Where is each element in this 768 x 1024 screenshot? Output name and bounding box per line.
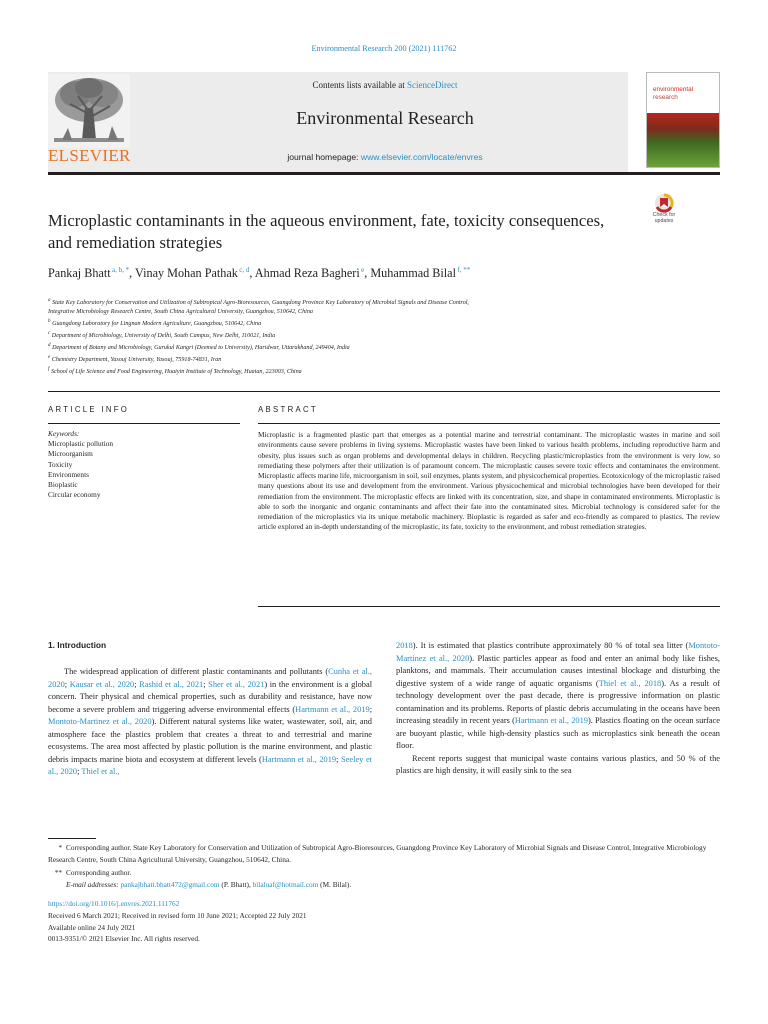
body-text: ; bbox=[369, 704, 373, 714]
elsevier-tree-logo[interactable] bbox=[48, 74, 130, 166]
contents-available-line bbox=[130, 80, 640, 90]
check-for-updates-label bbox=[644, 212, 684, 224]
keyword-list bbox=[48, 439, 238, 500]
author-separator: , bbox=[249, 266, 255, 281]
keyword-item: Toxicity bbox=[48, 459, 73, 469]
citation-link[interactable]: Rashid et al., 2021 bbox=[139, 679, 204, 689]
body-text: ). As a result of technology development over the past decade, there is progressive information on plastic contamination and its problems. Reports of plastic debris accumulating in the oceans have been increasing steadily in recent years ( bbox=[396, 678, 721, 725]
affiliation-mark: b bbox=[48, 317, 51, 324]
email-label: E-mail addresses: bbox=[66, 880, 119, 890]
cover-title-area bbox=[647, 73, 719, 113]
body-text: ; bbox=[336, 754, 342, 764]
email-link-bilal[interactable]: bilaluaf@hotmail.com bbox=[252, 880, 319, 890]
author-affiliation-marks[interactable]: a, b, * bbox=[110, 266, 130, 274]
citation-link[interactable]: Cunha et al., 2020 bbox=[48, 667, 372, 689]
body-text: ) in the environment is a global concern. Their physical and chemical properties, such as durability and resistance, have now become a severe problem and triggering adverse environmental effects ( bbox=[48, 679, 373, 714]
affiliation-text: Integrative Microbiology Research Centre, South China Agricultural University, Guangzhou, 510642, China bbox=[48, 308, 313, 315]
affiliation-line bbox=[48, 296, 720, 308]
body-text: ; bbox=[77, 767, 82, 776]
affiliation-mark: c bbox=[48, 329, 51, 336]
citation-link[interactable]: Sher et al., 2021 bbox=[208, 679, 265, 689]
received-dates: Received 6 March 2021; Received in revised form 10 June 2021; Accepted 22 July 2021 bbox=[48, 910, 307, 920]
author-affiliation-marks[interactable]: c, d bbox=[237, 266, 250, 274]
footnote-mark-2: ** bbox=[54, 867, 62, 877]
publication-info bbox=[48, 898, 720, 945]
journal-cover-thumbnail[interactable] bbox=[646, 72, 720, 168]
citation-link[interactable]: Seeley et al., 2020 bbox=[48, 754, 373, 776]
body-text: The widespread application of different plastic contaminants and pollutants ( bbox=[64, 667, 329, 676]
footnote-corresponding-2-text: Corresponding author. bbox=[66, 867, 132, 877]
author-separator: , bbox=[129, 266, 136, 281]
affiliation-mark: e bbox=[48, 353, 51, 360]
citation-link[interactable]: Hartmann et al., 2019 bbox=[514, 716, 588, 725]
body-text: ; bbox=[64, 679, 70, 689]
footnote-divider bbox=[48, 838, 96, 839]
citation-link[interactable]: 2018 bbox=[396, 641, 413, 650]
footnote-corresponding-1-text: Corresponding author. State Key Laboratory for Conservation and Utilization of Subtropical Agro-Bioresources, Guangdong Province Key Laboratory of Microbial Signals and Disease Control, Integrative Microbiology Research Centre, South China Agricultural University, Guangzhou, 510642, China. bbox=[48, 843, 707, 865]
citation-link[interactable]: Hartmann et al., 2019 bbox=[295, 704, 370, 714]
contents-prefix: Contents lists available at bbox=[312, 80, 407, 90]
body-text: ; bbox=[203, 679, 209, 689]
citation-link[interactable]: Thiel et al., 2018 bbox=[598, 678, 662, 688]
abstract-divider bbox=[258, 423, 720, 424]
footnote-corresponding-2 bbox=[48, 867, 720, 879]
footnote-corresponding-1 bbox=[48, 842, 720, 867]
footnote-mark-1: * bbox=[58, 843, 62, 852]
author-separator: , bbox=[364, 266, 371, 281]
affiliation-line bbox=[48, 308, 720, 317]
article-info-heading: ARTICLE INFO bbox=[48, 405, 130, 414]
author-name[interactable]: Vinay Mohan Pathak bbox=[135, 266, 238, 281]
affiliation-line bbox=[48, 341, 720, 353]
body-text: ). Different natural systems like water, wastewater, soil, air, and atmosphere face the plastics problem that creates a threat to and terrestrial and marine ecosystems. The area most affected by plastic pollution is the marine environment, and plastic debris impacts marine biota and ecosystem at different levels ( bbox=[48, 717, 372, 764]
body-column-right bbox=[396, 640, 720, 778]
footnotes bbox=[48, 842, 720, 892]
homepage-prefix: journal homepage: bbox=[287, 152, 361, 162]
keyword-item: Bioplastic bbox=[48, 480, 78, 490]
body-column-left bbox=[48, 666, 372, 779]
check-label-line2: updates bbox=[654, 218, 674, 224]
cover-title-line2: research bbox=[653, 94, 678, 101]
journal-citation-header[interactable]: Environmental Research 200 (2021) 111762 bbox=[311, 44, 457, 53]
abstract-text: Microplastic is a fragmented plastic part that emerges as a potential marine and terrestrial contaminant. The microplastic wastes in marine and soil environments cause severe problems in living systems. Microplastic wastes have been linked to various health problems, including reproductive harm and obesity, plus issues such as organ problems and developmental delays in children. Recycling plastic/microplastics from the environment is very low, so remediating these polymers after their utilization is of paramount concern. The microplastic causes severe toxic effects and contaminates the environment. Microplastic affects marine life, microorganism in soil, soil enzymes, plants system, and physicochemical properties. Ecotoxicology of the microplastic raised many questions about its use and development from the environment. Various physicochemical and microbial technologies have been developed for their remediation from the environment. The microplastic effects are linked with its concentration, size, and shape in contaminated environments. Microplastic is able to sorb the inorganic and organic contaminants and affect their fate into the contaminated sites. Microbial technology is considered safer for the remediation of the microplastics via its unique metabolic machinery. Bioplastic is regarded as safer and eco-friendly as compared to plastics. The review article explored an in-depth understanding of the microplastic, its fate, toxicity to the environment, and robust remediation strategies. bbox=[258, 430, 720, 532]
elsevier-wordmark: ELSEVIER bbox=[48, 146, 131, 165]
elsevier-tree-icon bbox=[48, 74, 130, 148]
author-list bbox=[48, 266, 720, 281]
affiliation-text: School of Life Science and Food Engineering, Huaiyin Institute of Technology, Huaian, 223003, China bbox=[49, 368, 302, 375]
citation-link[interactable]: Thiel et al., bbox=[81, 767, 120, 776]
keywords-block bbox=[48, 429, 238, 500]
intro-paragraph-1-continued bbox=[396, 640, 720, 753]
citation-link[interactable]: Montoto-Martinez et al., 2020 bbox=[48, 717, 152, 726]
check-for-updates-icon bbox=[648, 193, 680, 213]
intro-paragraph-2: Recent reports suggest that municipal waste contains various plastics, and 50 % of the plastics are high density, it will easily sink to the sea bbox=[396, 753, 720, 775]
affiliation-mark: f bbox=[48, 365, 50, 372]
affiliation-line bbox=[48, 317, 720, 329]
affiliation-text: State Key Laboratory for Conservation and Utilization of Subtropical Agro-Bioresources, Guangdong Province Key Laboratory of Microbial Signals and Disease Control, bbox=[50, 300, 469, 307]
citation-link[interactable]: Kausar et al., 2020 bbox=[69, 679, 135, 689]
email-owner-bhatt: (P. Bhatt), bbox=[219, 880, 253, 890]
section-heading-introduction: 1. Introduction bbox=[48, 640, 107, 650]
available-online-date: Available online 24 July 2021 bbox=[48, 922, 136, 932]
abstract-bottom-divider bbox=[258, 606, 720, 607]
affiliation-line bbox=[48, 353, 720, 365]
cover-image bbox=[647, 113, 719, 167]
journal-title[interactable]: Environmental Research bbox=[296, 108, 474, 128]
body-text: ). It is estimated that plastics contribute approximately 80 % of total sea litter ( bbox=[412, 641, 689, 650]
affiliation-text: Chemistry Department, Yasouj University, Yasouj, 75918-74831, Iran bbox=[50, 356, 222, 363]
article-title: Microplastic contaminants in the aqueous environment, fate, toxicity consequences, and remediation strategies bbox=[48, 211, 605, 252]
author-affiliation-marks[interactable]: f, ** bbox=[455, 266, 471, 274]
author-name[interactable]: Ahmad Reza Bagheri bbox=[254, 266, 360, 281]
journal-homepage-link[interactable]: www.elsevier.com/locate/envres bbox=[360, 152, 483, 162]
keywords-label: Keywords: bbox=[48, 429, 80, 438]
keyword-item: Environments bbox=[48, 469, 89, 479]
affiliations-divider bbox=[48, 391, 720, 392]
email-owner-bilal: (M. Bilal). bbox=[318, 880, 352, 890]
abstract-heading: ABSTRACT bbox=[258, 405, 318, 414]
affiliation-text: Department of Botany and Microbiology, Gurukul Kangri (Deemed to University), Haridwar, Uttarakhand, 249404, India bbox=[50, 344, 350, 351]
body-text: ; bbox=[134, 679, 140, 689]
affiliation-mark: d bbox=[48, 341, 51, 348]
article-info-divider bbox=[48, 423, 240, 424]
author-affiliation-marks[interactable]: e bbox=[359, 266, 365, 274]
keyword-item: Microorganism bbox=[48, 449, 93, 459]
header-divider bbox=[48, 172, 720, 175]
body-text: ). Plastic particles appear as food and enter an animal body like fishes, planktons, and mammals. Their accumulation causes intestinal blockage and disturbing the digestive system of a wide range of aquatic organisms ( bbox=[396, 653, 720, 688]
affiliation-list bbox=[48, 296, 720, 377]
body-text: ). Plastics floating on the ocean surface are buoyant plastic, while high-density plastics such as microplastics sink beneath the ocean floor. bbox=[396, 716, 720, 750]
author-name[interactable]: Pankaj Bhatt bbox=[48, 266, 111, 281]
keyword-item: Microplastic pollution bbox=[48, 439, 114, 449]
citation-link[interactable]: Hartmann et al., 2019 bbox=[261, 754, 337, 764]
keyword-item: Circular economy bbox=[48, 490, 101, 500]
affiliation-line bbox=[48, 365, 720, 377]
footnote-emails bbox=[48, 879, 720, 891]
intro-paragraph-1 bbox=[48, 666, 372, 779]
doi-link[interactable]: https://doi.org/10.1016/j.envres.2021.111762 bbox=[48, 899, 180, 908]
copyright-line: 0013-9351/© 2021 Elsevier Inc. All rights reserved. bbox=[48, 934, 200, 944]
affiliation-text: Department of Microbiology, University of Delhi, South Campus, New Delhi, 110021, India bbox=[50, 332, 276, 339]
journal-homepage-line bbox=[130, 152, 640, 162]
affiliation-line bbox=[48, 329, 720, 341]
check-label-line1: Check for bbox=[652, 212, 676, 218]
cover-title-line1: environmental bbox=[653, 86, 694, 93]
affiliation-text: Guangdong Laboratory for Lingnan Modern Agriculture, Guangzhou, 510642, China bbox=[50, 320, 262, 327]
email-link-bhatt[interactable]: pankajbhatt.bhatt472@gmail.com bbox=[120, 880, 220, 890]
affiliation-mark: a bbox=[48, 297, 51, 303]
author-name[interactable]: Muhammad Bilal bbox=[370, 266, 456, 281]
check-for-updates-button[interactable] bbox=[648, 193, 680, 231]
citation-link[interactable]: Montoto-Martinez et al., 2020 bbox=[396, 641, 720, 663]
sciencedirect-link[interactable]: ScienceDirect bbox=[407, 80, 458, 90]
